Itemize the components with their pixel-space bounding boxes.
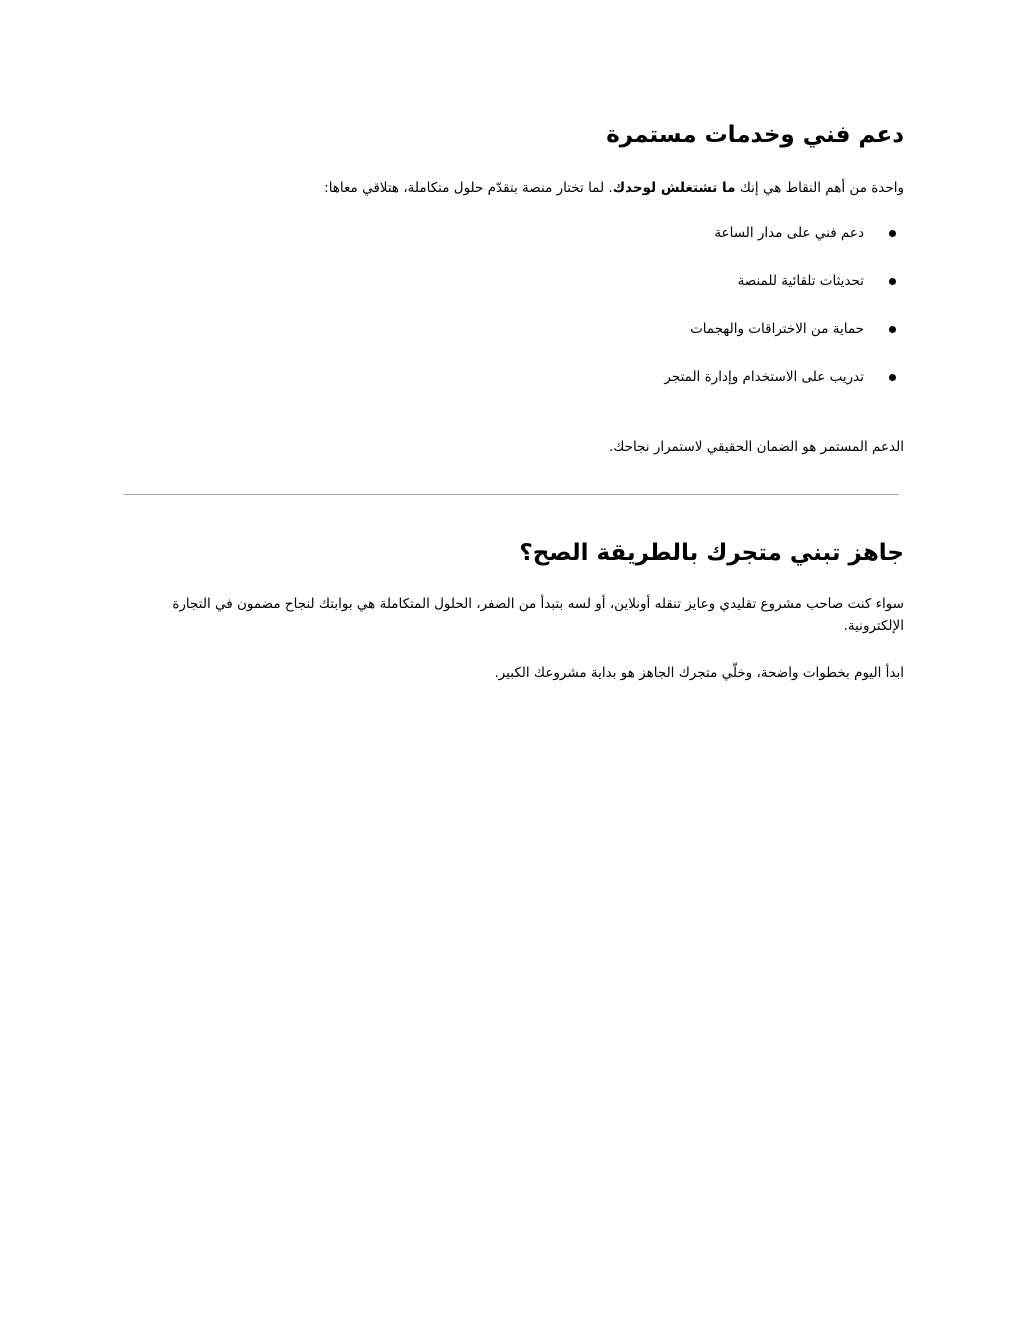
list-item-text: تدريب على الاستخدام وإدارة المتجر	[664, 369, 864, 385]
intro-bold-phrase: ما تشتغلش لوحدك	[612, 180, 736, 196]
list-item-text: حماية من الاختراقات والهجمات	[690, 321, 864, 337]
list-item-text: دعم فني على مدار الساعة	[714, 225, 864, 241]
list-item	[636, 318, 864, 366]
ready-body-paragraph: سواء كنت صاحب مشروع تقليدي وعايز تنقله أونلاين، أو لسه بتبدأ من الصفر، الحلول المتكاملة هي بوابتك لنجاح مضمون في التجارة الإلكترونية.	[172, 596, 904, 634]
ready-cta-paragraph: ابدأ اليوم بخطوات واضحة، وخلّي متجرك الجاهز هو بداية مشروعك الكبير.	[494, 665, 904, 681]
support-features-list	[636, 222, 864, 414]
list-item	[636, 366, 864, 414]
list-item-text: تحديثات تلقائية للمنصة	[737, 273, 864, 289]
support-intro-paragraph	[124, 177, 904, 199]
bullet-icon	[889, 278, 896, 285]
section-heading-ready: جاهز تبني متجرك بالطريقة الصح؟	[519, 540, 904, 566]
bullet-icon	[889, 230, 896, 237]
intro-text-end: . لما تختار منصة بتقدّم حلول متكاملة، هتلاقي معاها:	[324, 180, 613, 196]
support-closing-paragraph: الدعم المستمر هو الضمان الحقيقي لاستمرار نجاحك.	[608, 439, 904, 455]
section-heading-support: دعم فني وخدمات مستمرة	[606, 122, 904, 148]
list-item	[636, 222, 864, 270]
list-item	[636, 270, 864, 318]
bullet-icon	[889, 374, 896, 381]
intro-text-start: واحدة من أهم النقاط هي إنك	[735, 180, 904, 196]
bullet-icon	[889, 326, 896, 333]
horizontal-divider	[124, 494, 899, 495]
